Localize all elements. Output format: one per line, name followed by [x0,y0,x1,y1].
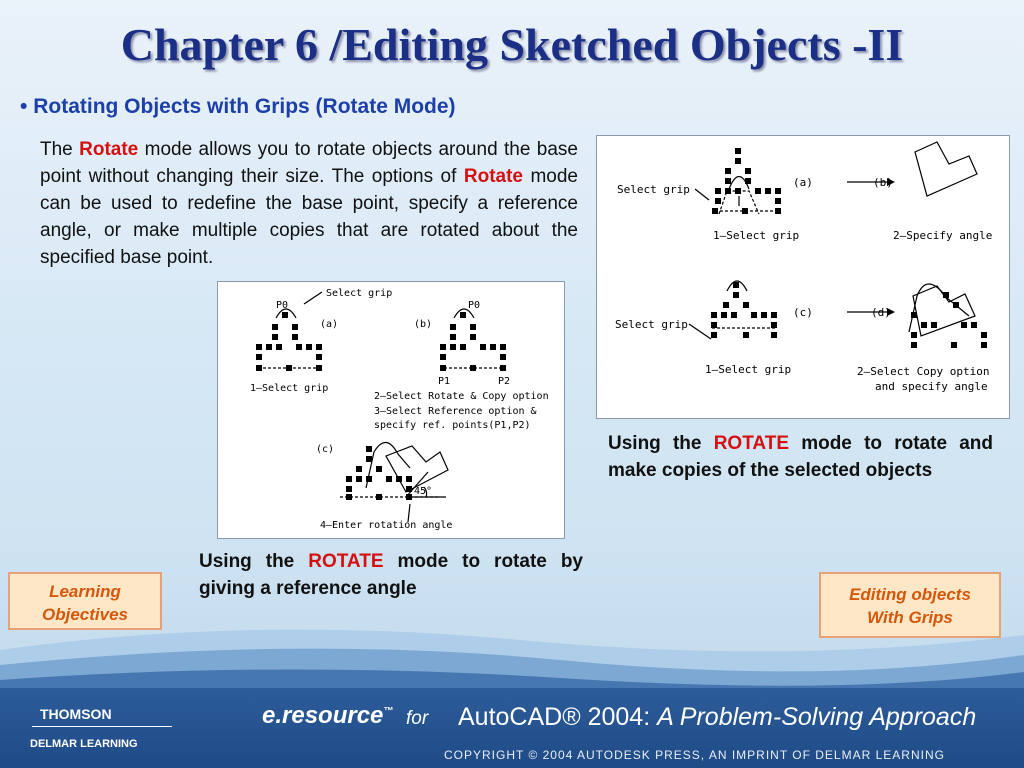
label-step2: 2—Select Rotate & Copy option [374,391,549,402]
caption-left-pre: Using the [199,551,309,572]
product-name: AutoCAD® 2004: [458,703,658,731]
label-p0-b: P0 [468,300,481,311]
body-text-2: mode allows you to rotate objects around the base point without changing their size. The options of [40,139,578,187]
label-step2-top: 2—Specify angle [893,229,993,242]
product-subtitle: A Problem-Solving Approach [657,703,977,731]
learning-objectives-label-1: Learning [49,582,121,601]
caption-left-keyword: ROTATE [308,551,384,572]
product-title [458,703,976,732]
label-step2-bottom-1: 2—Select Copy option [857,365,990,378]
label-p2: P2 [498,376,511,387]
publisher-logo-bottom: DELMAR LEARNING [30,738,138,750]
eresource-text: e.resource [262,702,384,729]
body-text-3: mode can be used to redefine the base point, specify a reference angle, or make multiple copies that are rotated about the specified base point. [40,166,579,268]
body-paragraph [40,136,578,271]
label-select-grip-bottom: Select grip [615,318,688,331]
slide-title: Chapter 6 /Editing Sketched Objects -II [120,19,904,70]
label-step4: 4—Enter rotation angle [320,520,453,531]
label-step1-bottom: 1—Select grip [705,363,792,376]
body-text-1: The [40,139,80,160]
label-select-grip: Select grip [326,288,393,299]
bullet-heading [20,95,456,119]
label-d: (d) [871,306,891,319]
caption-right-pre: Using the [608,433,714,454]
publisher-logo-top: THOMSON [40,706,112,722]
caption-right-post: mode to rotate and make copies of the selected objects [608,433,993,481]
publisher-divider [32,726,172,727]
caption-left [199,548,583,602]
label-p0-a: P0 [276,300,289,311]
caption-left-post: mode to rotate by giving a reference angle [199,551,583,599]
label-a: (a) [793,176,813,189]
bullet-text: Rotating Objects with Grips (Rotate Mode) [33,95,456,118]
label-step3b: specify ref. points(P1,P2) [374,420,531,431]
editing-objects-label-1: Editing objects [849,585,971,604]
label-angle: 45° [414,486,433,497]
keyword-rotate-1: Rotate [79,139,139,160]
label-p1: P1 [438,376,451,387]
bullet-marker: • [20,95,28,118]
learning-objectives-label-2: Objectives [42,605,128,624]
eresource-tm: ™ [383,706,394,717]
figure-rotate-copy-drawing [597,136,1009,418]
figure-rotate-reference [217,281,565,539]
footer-bar [0,688,1024,768]
label-step2-bottom-2: and specify angle [875,380,988,393]
label-step1-top: 1—Select grip [713,229,800,242]
label-step1: 1—Select grip [250,383,329,394]
figure-rotate-reference-drawing [218,282,564,538]
caption-right-keyword: ROTATE [713,433,789,454]
figure-rotate-copy [596,135,1010,419]
label-step3: 3—Select Reference option & [374,406,537,417]
label-c: (c) [316,444,335,455]
decorative-wave [0,610,1024,690]
keyword-rotate-2: Rotate [463,166,523,187]
editing-objects-label-2: With Grips [867,608,953,627]
label-c: (c) [793,306,813,319]
label-select-grip-top: Select grip [617,183,690,196]
caption-right [608,430,993,484]
label-b: (b) [873,176,893,189]
label-b: (b) [414,319,433,330]
copyright-text: COPYRIGHT © 2004 AUTODESK PRESS, AN IMPRINT OF DELMAR LEARNING [444,748,945,762]
eresource-logo [262,702,393,730]
label-a: (a) [320,319,339,330]
eresource-for: for [406,708,429,729]
